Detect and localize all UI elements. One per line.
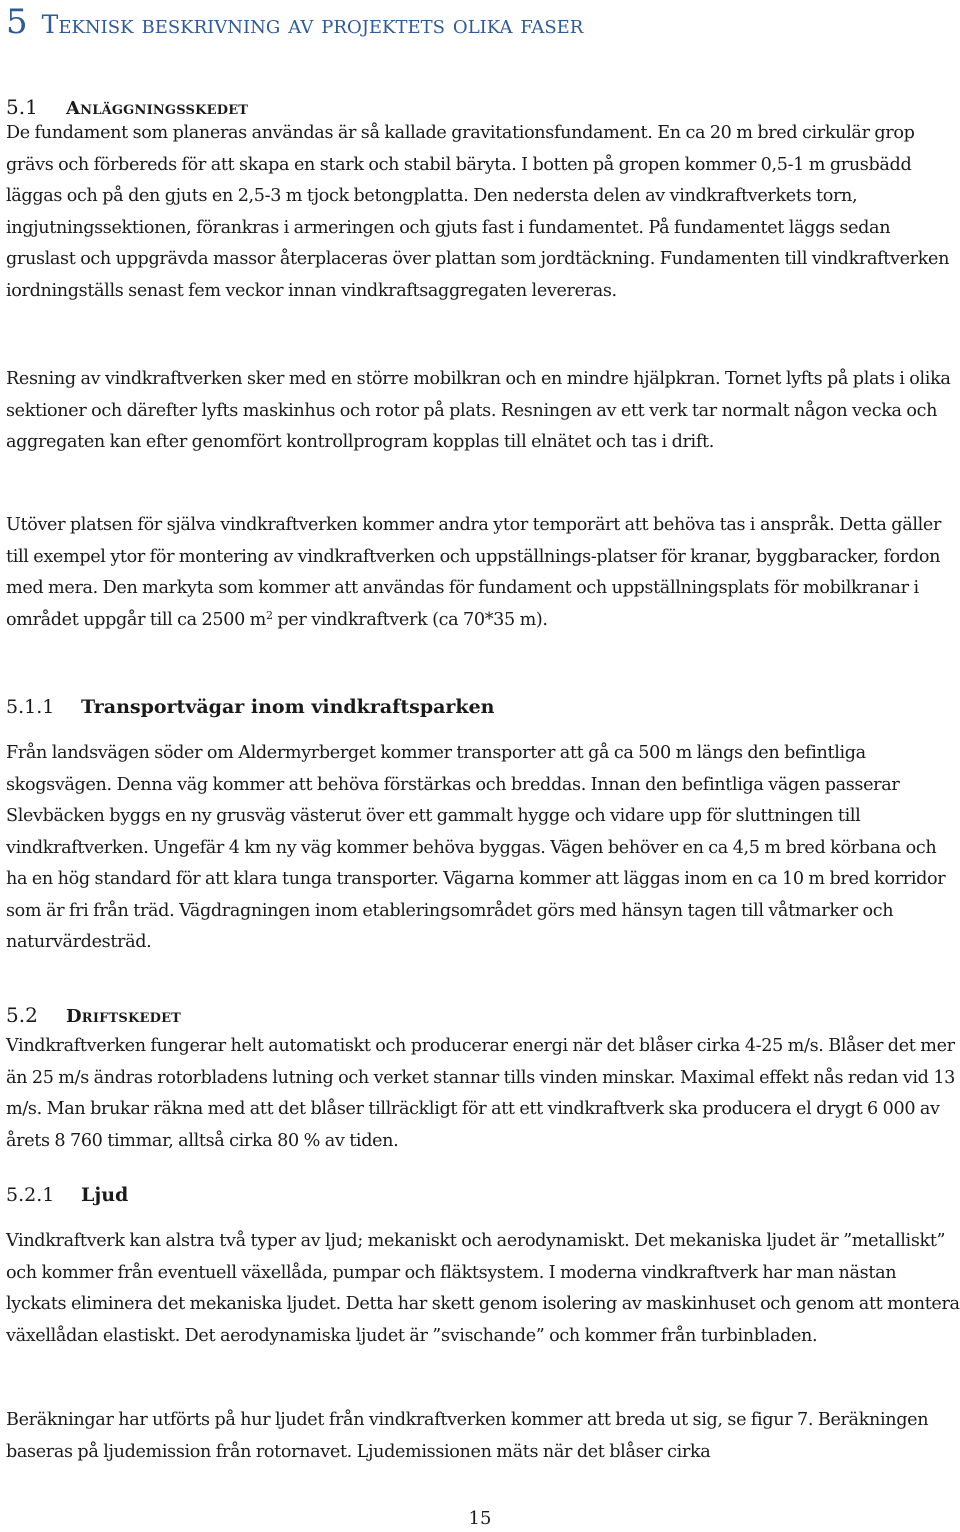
section-heading-5-1 — [6, 92, 248, 120]
chapter-heading — [6, 2, 583, 42]
paragraph-temporary-areas: Utöver platsen för själva vindkraftverken kommer andra ytor temporärt att behöva tas i anspråk. Detta gäller till exempel ytor för montering av vindkraftverken och uppställnings-platser för kranar, byggbaracker, fordon med mera. Den markyta som kommer att användas för fundament och uppställningsplats för mobilkranar i området uppgår till ca 2500 $m^2$ per vindkraftverk (ca 70*35 m). — [6, 515, 942, 630]
section-title: Anläggningsskedet — [66, 98, 249, 119]
section-heading-5-2-1 — [6, 1184, 128, 1206]
superscript: 2 — [266, 608, 273, 622]
section-heading-5-1-1 — [6, 696, 495, 718]
chapter-title: Teknisk beskrivning av projektets olika faser — [41, 10, 584, 39]
section-number: 5.1.1 — [6, 696, 55, 718]
section-heading-5-2 — [6, 1000, 181, 1028]
paragraph-foundation: De fundament som planeras användas är så kallade gravitationsfundament. En ca 20 m bred cirkulär grop grävs och förbereds för att skapa en stark och stabil bäryta. I botten på gropen kommer 0,5-1 m grusbädd läggas och på den gjuts en 2,5-3 m tjock betongplatta. Den nedersta delen av vindkraftverkets torn, ingjutningssektionen, förankras i armeringen och gjuts fast i fundamentet. På fundamentet läggs sedan gruslast och uppgrävda massor återplaceras över plattan som jordtäckning. Fundamenten till vindkraftverken iordningställs senast fem veckor innan vindkraftsaggregaten levereras. — [6, 123, 950, 301]
paragraph-erection: Resning av vindkraftverken sker med en större mobilkran och en mindre hjälpkran. Tornet lyfts på plats i olika sektioner och därefter lyfts maskinhus och rotor på plats. Resningen av ett verk tar normalt någon vecka och aggregaten kan efter genomfört kontrollprogram kopplas till elnätet och tas i drift. — [6, 369, 951, 452]
paragraph-sound-types: Vindkraftverk kan alstra två typer av ljud; mekaniskt och aerodynamiskt. Det mekaniska ljudet är ”metalliskt” och kommer från eventuell växellåda, pumpar och fläktsystem. I moderna vindkraftverk har man nästan lyckats eliminera det mekaniska ljudet. Detta har skett genom isolering av maskinhuset och genom att montera växellådan elastiskt. Det aerodynamiska ljudet är ”svischande” och kommer från turbinbladen. — [6, 1231, 960, 1346]
section-number: 5.1 — [6, 95, 38, 119]
section-number: 5.2 — [6, 1003, 38, 1027]
section-title: Ljud — [81, 1184, 129, 1206]
section-title: Transportvägar inom vindkraftsparken — [81, 696, 495, 718]
chapter-number: 5 — [6, 2, 28, 42]
section-number: 5.2.1 — [6, 1184, 55, 1206]
paragraph-sound-calculations: Beräkningar har utförts på hur ljudet från vindkraftverken kommer att breda ut sig, se figur 7. Beräkningen baseras på ljudemission från rotornavet. Ljudemissionen mäts när det blåser cirka — [6, 1410, 929, 1462]
page-number: 15 — [468, 1508, 492, 1529]
section-title: Driftskedet — [66, 1006, 182, 1027]
paragraph-operation: Vindkraftverken fungerar helt automatiskt och producerar energi när det blåser cirka 4-25 m/s. Blåser det mer än 25 m/s ändras rotorbladens lutning och verket stannar tills vinden minskar. Maximal effekt nås redan vid 13 m/s. Man brukar räkna med att det blåser tillräckligt för att ett vindkraftverk ska producera el drygt 6 000 av årets 8 760 timmar, alltså cirka 80 % av tiden. — [6, 1036, 956, 1151]
paragraph-transport-roads: Från landsvägen söder om Aldermyrberget kommer transporter att gå ca 500 m längs den befintliga skogsvägen. Denna väg kommer att behöva förstärkas och breddas. Innan den befintliga vägen passerar Slevbäcken byggs en ny grusväg västerut över ett gammalt hygge och vidare upp för sluttningen till vindkraftverken. Ungefär 4 km ny väg kommer behöva byggas. Vägen behöver en ca 4,5 m bred körbana och ha en hög standard för att klara tunga transporter. Vägarna kommer att läggas inom en ca 10 m bred korridor som är fri från träd. Vägdragningen inom etableringsområdet görs med hänsyn tagen till våtmarker och naturvärdesträd. — [6, 743, 946, 952]
